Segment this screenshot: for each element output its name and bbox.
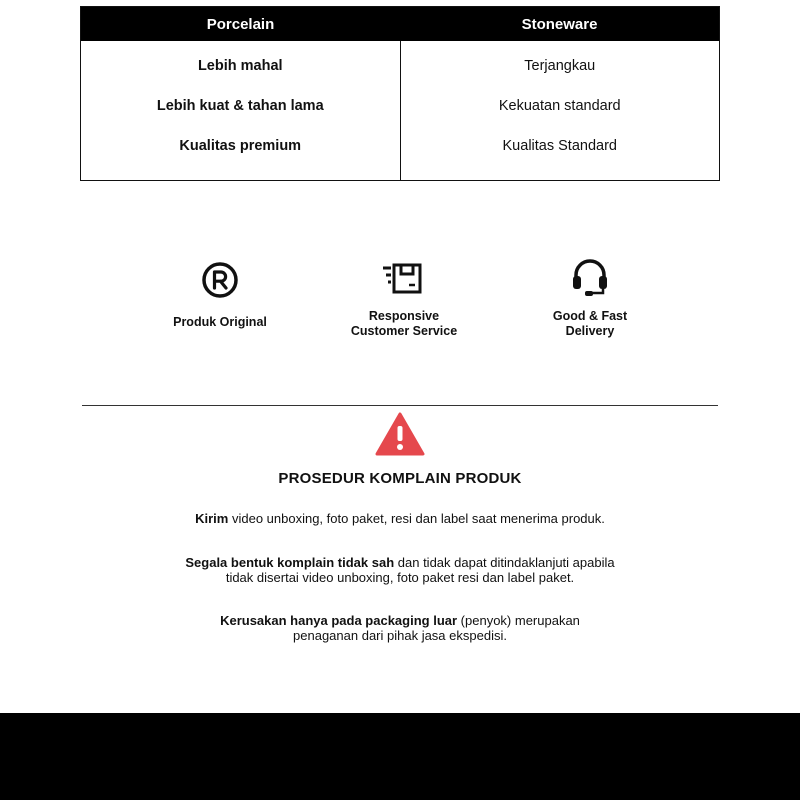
header-porcelain: Porcelain <box>206 15 275 33</box>
porcelain-quality: Kualitas premium <box>179 138 302 154</box>
warning-icon <box>375 412 425 456</box>
feature-service-label-1: Responsive <box>368 309 440 323</box>
paragraph-2-bold: Segala bentuk komplain tidak sah <box>185 555 395 570</box>
complaint-title: PROSEDUR KOMPLAIN PRODUK <box>278 470 522 487</box>
paragraph-3-line-2: penaganan dari pihak jasa ekspedisi. <box>293 628 507 643</box>
porcelain-strength: Lebih kuat & tahan lama <box>156 98 324 114</box>
comparison-table <box>80 6 720 181</box>
feature-service <box>304 255 504 339</box>
complaint-paragraph-2 <box>0 555 800 585</box>
paragraph-1-text: video unboxing, foto paket, resi dan label saat menerima produk. <box>228 511 605 526</box>
paragraph-3-text: (penyok) merupakan <box>457 613 580 628</box>
stoneware-price: Terjangkau <box>524 58 596 74</box>
stoneware-strength: Kekuatan standard <box>498 98 621 114</box>
stoneware-quality: Kualitas Standard <box>502 138 617 154</box>
feature-delivery <box>490 255 690 339</box>
complaint-paragraph-3 <box>0 613 800 643</box>
paragraph-3-bold: Kerusakan hanya pada packaging luar <box>220 613 458 628</box>
paragraph-2-text: dan tidak dapat ditindaklanjuti apabila <box>394 555 615 570</box>
table-header <box>81 7 719 41</box>
bottom-bar <box>0 713 800 800</box>
feature-service-label-2: Customer Service <box>350 324 458 338</box>
feature-delivery-label-2: Delivery <box>565 324 615 338</box>
paragraph-2-line-2: tidak disertai video unboxing, foto paket resi dan label paket. <box>225 570 575 585</box>
box-service-icon <box>379 255 429 299</box>
paragraph-1-bold: Kirim <box>195 511 229 526</box>
feature-original-label: Produk Original <box>173 315 267 329</box>
stoneware-column <box>401 41 720 180</box>
complaint-paragraph-1 <box>0 511 800 526</box>
porcelain-column <box>81 41 401 180</box>
feature-original <box>120 255 320 330</box>
registered-icon <box>198 255 242 299</box>
feature-delivery-label-1: Good & Fast <box>552 309 628 323</box>
headset-icon <box>568 255 612 301</box>
section-divider <box>82 405 718 406</box>
features-row <box>80 255 720 355</box>
porcelain-price: Lebih mahal <box>197 58 283 74</box>
table-body <box>81 41 719 180</box>
header-stoneware: Stoneware <box>521 15 598 33</box>
